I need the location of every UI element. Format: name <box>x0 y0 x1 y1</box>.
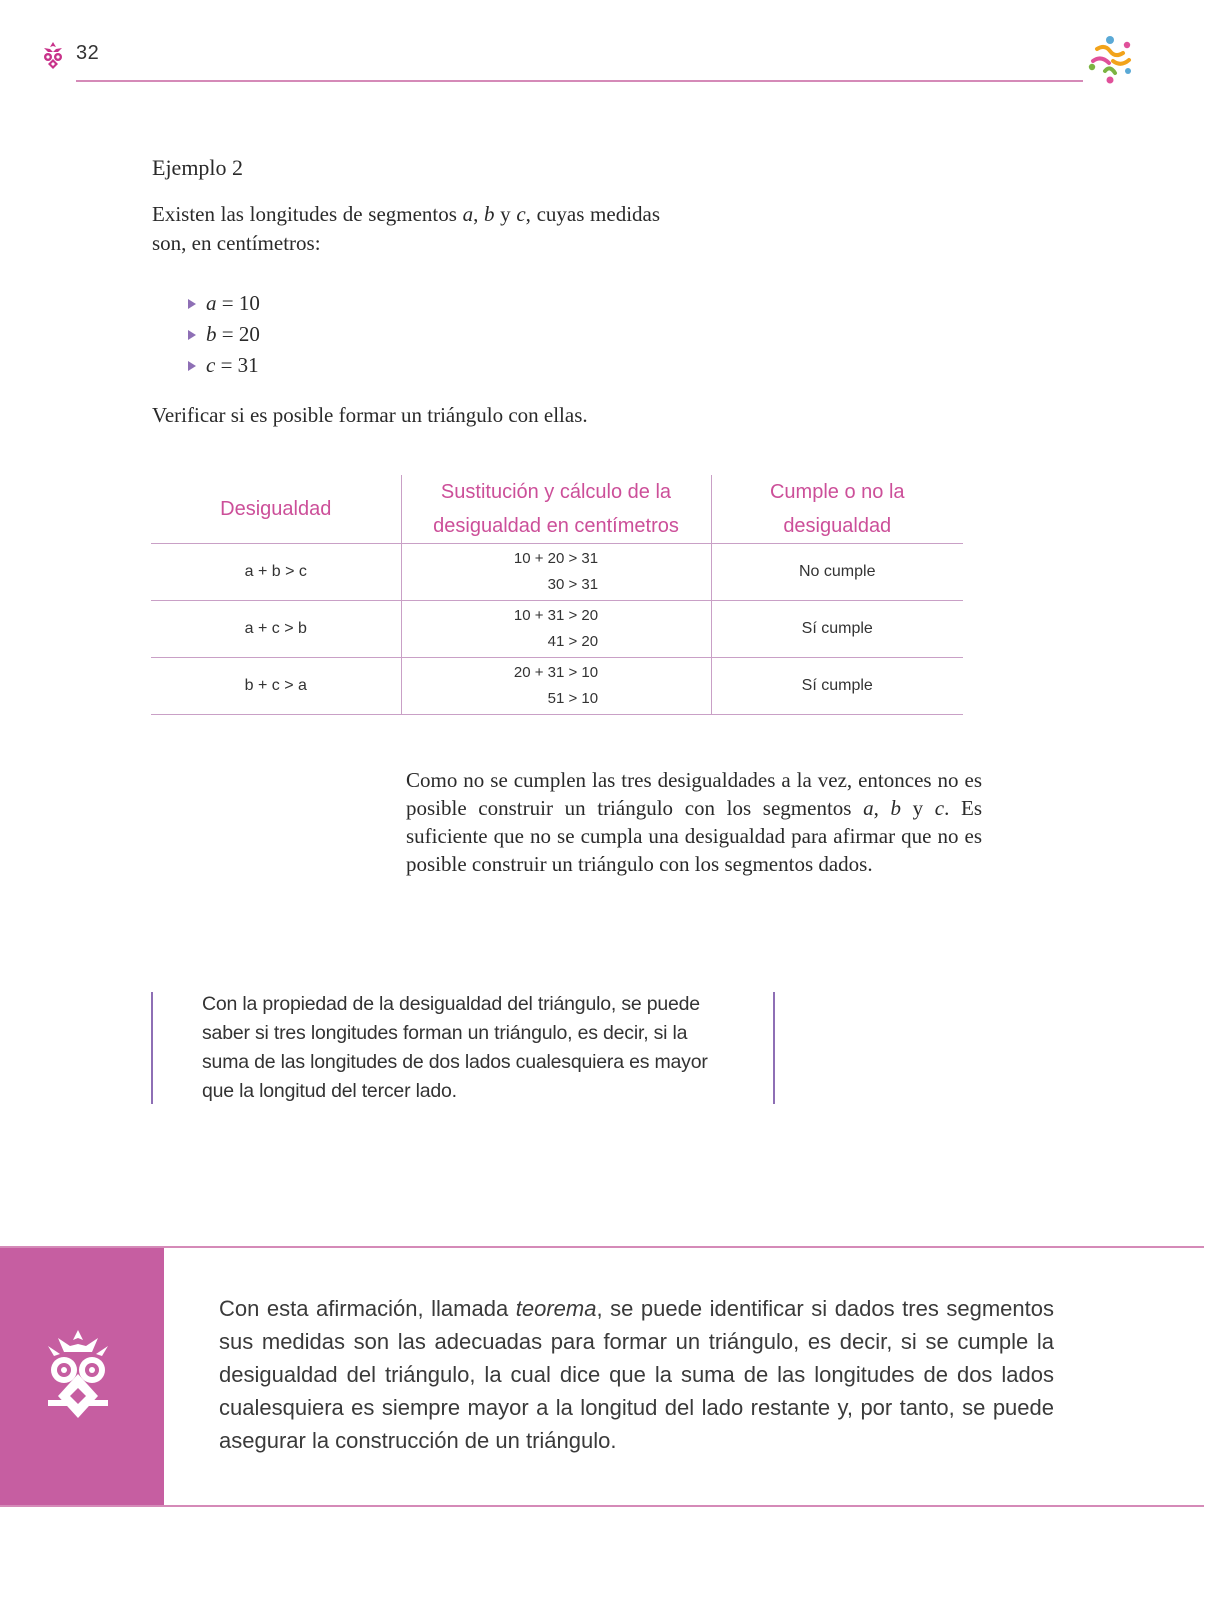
theorem-rule-top <box>0 1246 1204 1248</box>
triangle-bullet-icon <box>188 330 196 340</box>
theorem-paragraph: Con esta afirmación, llamada teorema, se puede identificar si dados tres segmentos sus medidas son las adecuadas para formar un triángulo, es decir, si se cumple la desigualdad del triángulo, la cual dice que la suma de las longitudes de dos lados cualesquiera es siempre mayor a la longitud del lado restante y, por tanto, se puede asegurar la construcción de un triángulo. <box>219 1296 1055 1453</box>
table-row <box>151 544 963 601</box>
header-result: Cumple o no la desigualdad <box>711 475 963 544</box>
colorful-figure-logo <box>1083 33 1137 87</box>
table-header-row <box>151 475 963 544</box>
property-note: Con la propiedad de la desigualdad del triángulo, se puede saber si tres longitudes forman un triángulo, es decir, si la suma de las longitudes de dos lados cualesquiera es mayor que la longitud del tercer lado. <box>202 993 708 1102</box>
calc-cell: 10 + 31 > 20 41 > 20 <box>401 601 711 658</box>
result-cell: No cumple <box>711 544 963 601</box>
triangle-bullet-icon <box>188 361 196 371</box>
result-cell: Sí cumple <box>711 601 963 658</box>
header-substitution: Sustitución y cálculo de la desigualdad en centímetros <box>401 475 711 544</box>
measures-list <box>188 288 260 381</box>
flower-ornament-icon <box>40 40 66 70</box>
header-inequality: Desigualdad <box>151 475 401 544</box>
theorem-term: teorema <box>515 1296 597 1321</box>
task-statement: Verificar si es posible formar un triángulo con ellas. <box>152 403 588 427</box>
note-bracket-left <box>151 992 153 1104</box>
triangle-bullet-icon <box>188 299 196 309</box>
list-item: c = 31 <box>188 350 260 381</box>
example-intro: Existen las longitudes de segmentos a, b y c, cuyas medidas son, en centímetros: <box>152 202 661 255</box>
note-bracket-right <box>773 992 775 1104</box>
calc-cell: 20 + 31 > 10 51 > 10 <box>401 658 711 715</box>
table-row <box>151 601 963 658</box>
calc-cell: 10 + 20 > 31 30 > 31 <box>401 544 711 601</box>
table-row <box>151 658 963 715</box>
result-cell: Sí cumple <box>711 658 963 715</box>
conclusion-paragraph: Como no se cumplen las tres desigualdades a la vez, entonces no es posible construir un triángulo con los segmentos a, b y c. Es suficiente que no se cumpla una desigualdad para afirmar que no es posible construir un triángulo con los segmentos dados. <box>406 768 982 876</box>
list-item: a = 10 <box>188 288 260 319</box>
inequality-table <box>151 475 963 715</box>
inequality-cell: a + b > c <box>151 544 401 601</box>
white-emblem-icon <box>44 1330 112 1420</box>
page-number: 32 <box>76 42 100 64</box>
header-rule <box>76 80 1083 82</box>
inequality-cell: a + c > b <box>151 601 401 658</box>
example-title: Ejemplo 2 <box>152 155 244 180</box>
inequality-cell: b + c > a <box>151 658 401 715</box>
list-item: b = 20 <box>188 319 260 350</box>
theorem-rule-bottom <box>0 1505 1204 1507</box>
